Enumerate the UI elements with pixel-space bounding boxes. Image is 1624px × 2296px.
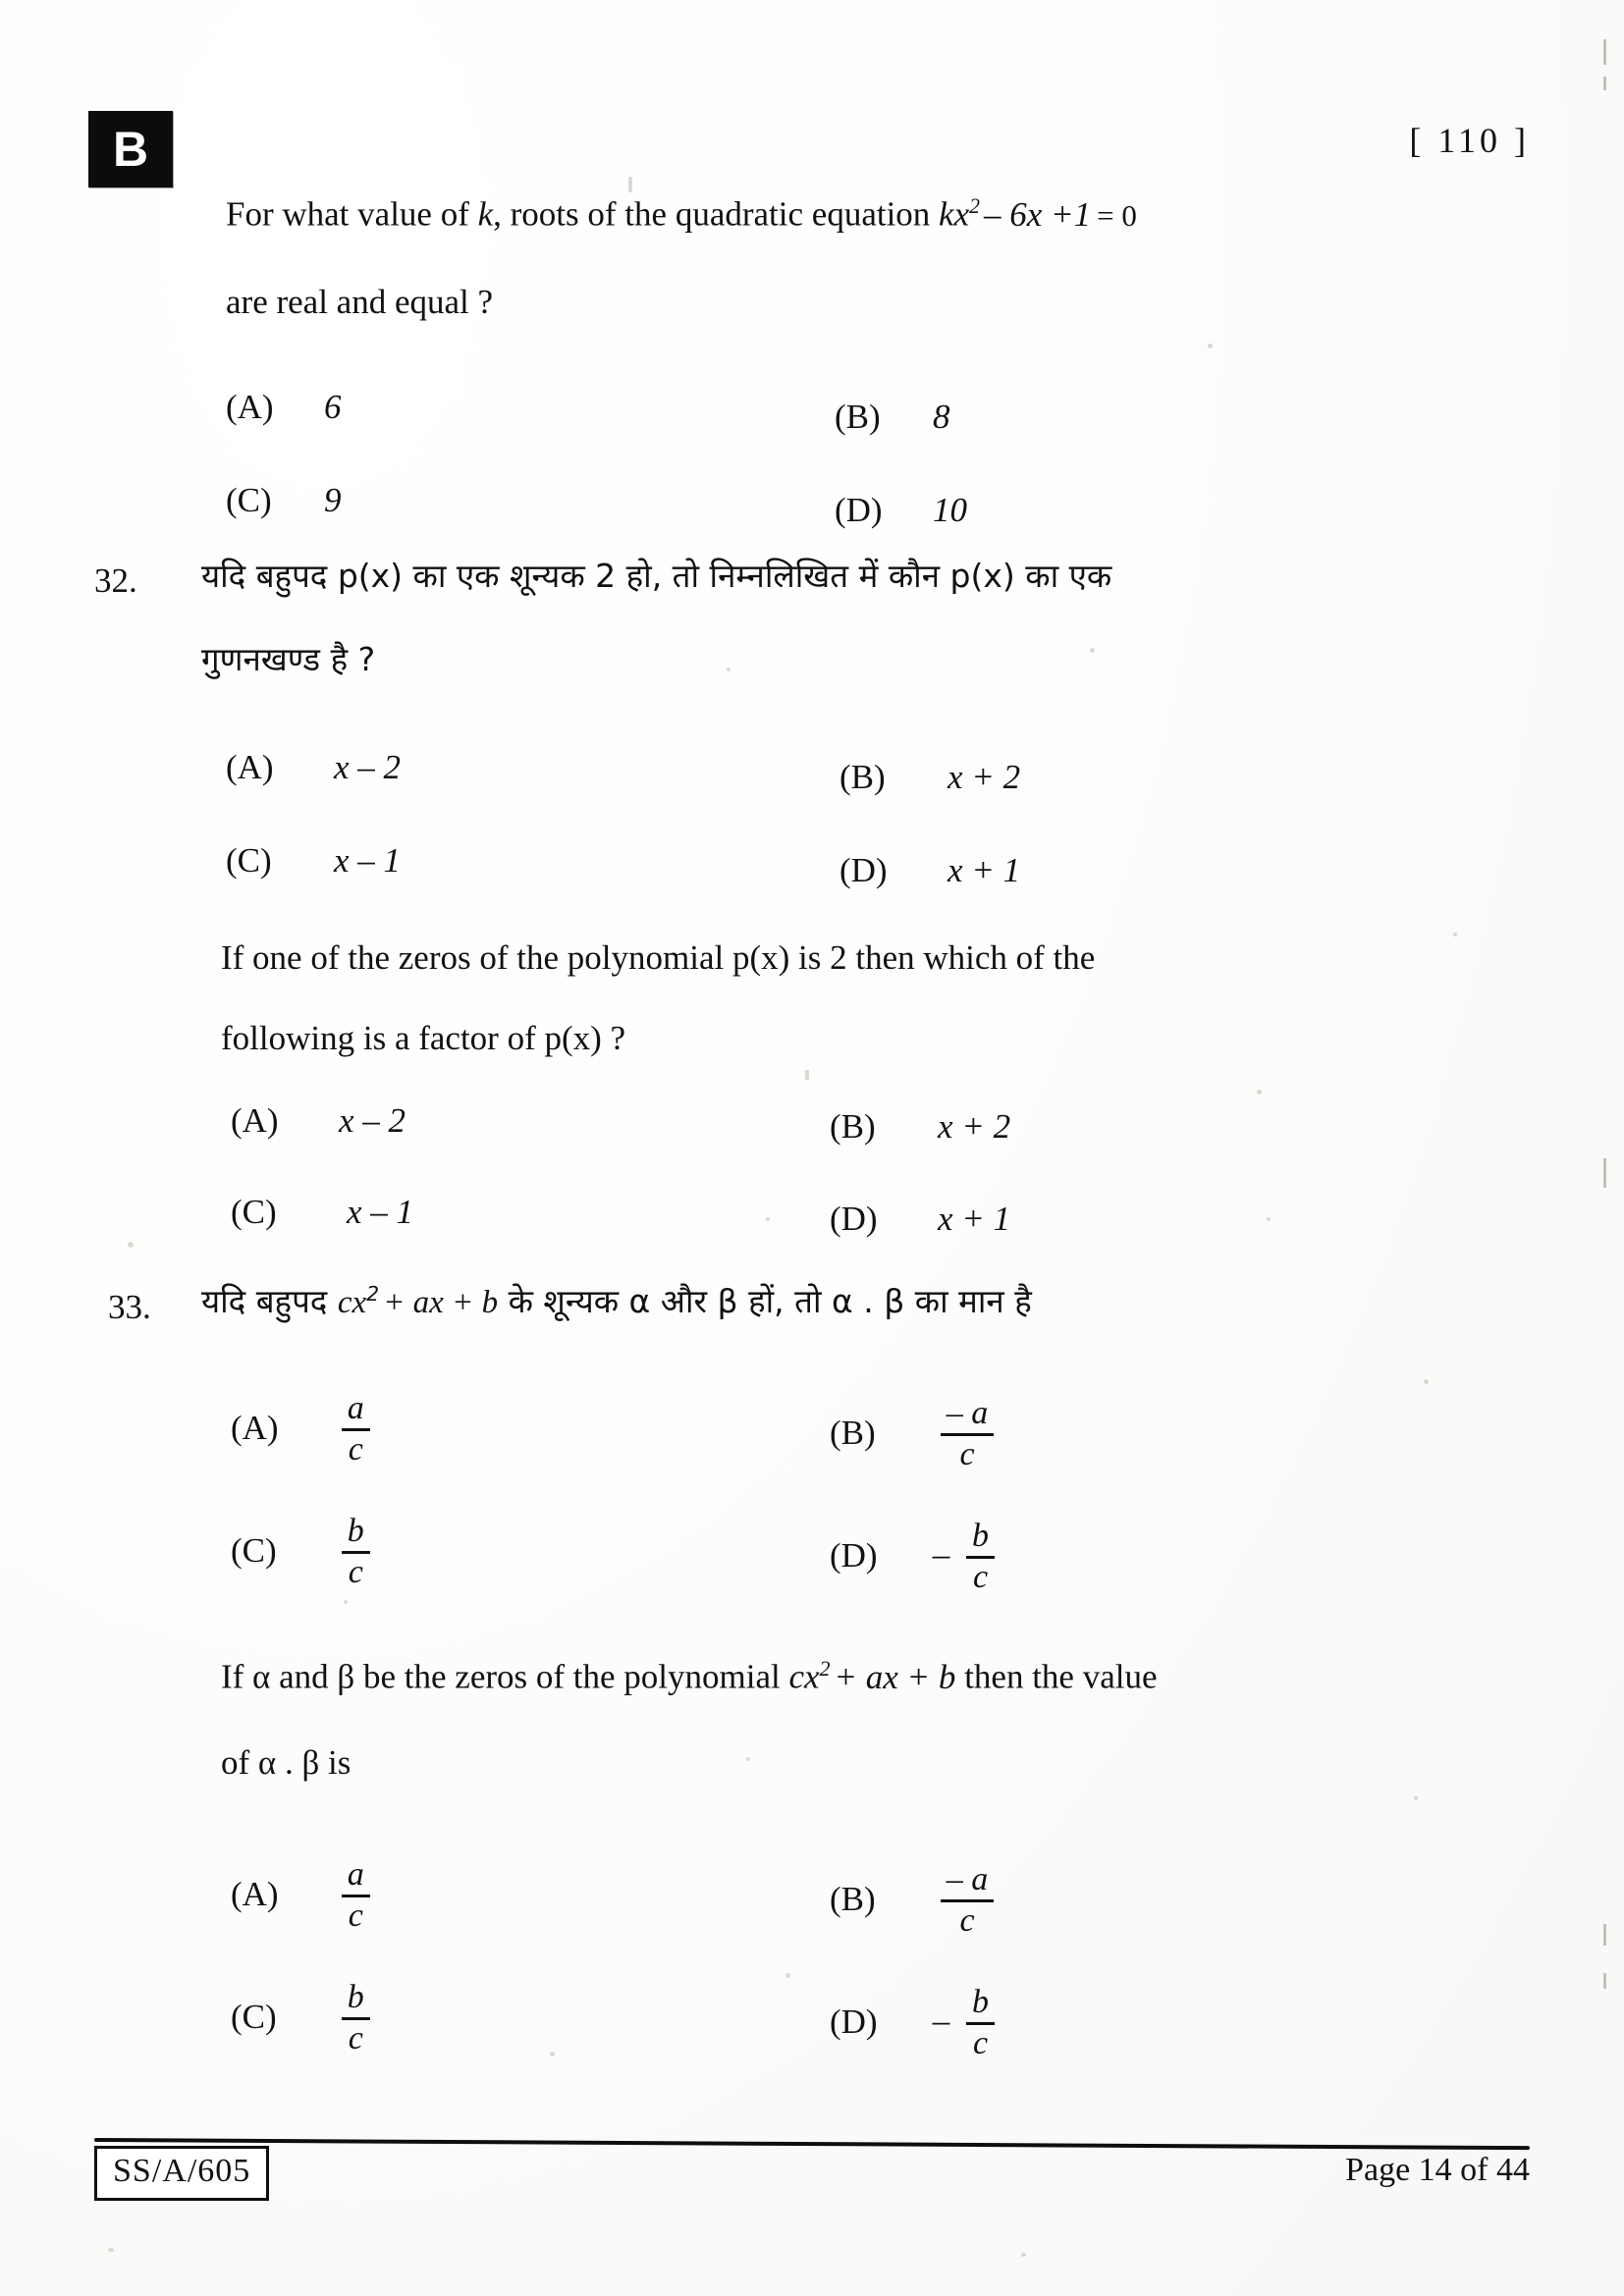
scan-speck xyxy=(785,1973,790,1978)
q33-number: 33. xyxy=(108,1288,151,1326)
q33-english-line2: of α . β is xyxy=(221,1743,352,1782)
scan-speck xyxy=(1424,1379,1429,1384)
q32-hindi-option-d[interactable] xyxy=(839,851,1020,890)
scan-speck xyxy=(1453,933,1457,936)
scan-speck xyxy=(1208,344,1213,348)
q33-hindi-option-d-label: (D) xyxy=(830,1536,878,1575)
page-number-label: [ 110 ] xyxy=(1409,121,1530,160)
q33-english-option-a-numerator: a xyxy=(347,1856,364,1893)
q33-hindi-line1 xyxy=(201,1284,1032,1319)
footer-divider xyxy=(94,2138,1530,2150)
q31-expr-equals-zero: = 0 xyxy=(1097,197,1137,233)
q33-english-suffix: then the value xyxy=(955,1657,1158,1696)
q31-expr-tail: – 6x +1 xyxy=(983,194,1092,234)
q31-option-c[interactable] xyxy=(226,481,342,520)
q33-english-option-c-numerator: b xyxy=(347,1979,364,2015)
q33-english-option-b[interactable] xyxy=(830,1861,994,1940)
q33-english-option-d[interactable] xyxy=(830,1984,995,2062)
q33-english-option-a-denominator: c xyxy=(348,1896,363,1934)
q31-option-a-value: 6 xyxy=(324,388,342,426)
q31-option-d[interactable] xyxy=(835,491,967,530)
q33-hindi-prefix: यदि बहुपद xyxy=(201,1282,338,1320)
scan-speck xyxy=(1090,648,1095,653)
q33-hindi-suffix: के शून्यक α और β हों, तो α . β का मान है xyxy=(498,1282,1032,1320)
q33-english-option-d-fraction xyxy=(966,1986,995,2060)
scan-speck xyxy=(766,1217,770,1221)
scan-speck xyxy=(1021,2253,1026,2257)
footer-page-indicator: Page 14 of 44 xyxy=(1345,2152,1530,2188)
q33-english-expr-base: cx xyxy=(788,1657,820,1696)
q32-english-option-d[interactable] xyxy=(830,1200,1010,1239)
q33-hindi-option-a-numerator: a xyxy=(347,1390,364,1426)
q32-english-line1: If one of the zeros of the polynomial p(x) is 2 then which of the xyxy=(221,938,1096,977)
q31-stem-prefix: For what value of xyxy=(226,194,478,234)
q31-stem-line2: are real and equal ? xyxy=(226,283,494,321)
scan-speck xyxy=(550,2052,555,2056)
scan-artifact-margin xyxy=(1603,1973,1606,1989)
q33-english-option-d-label: (D) xyxy=(830,2002,878,2042)
q33-hindi-option-b-fraction xyxy=(941,1397,995,1471)
scan-speck xyxy=(628,177,632,192)
q32-hindi-option-b-label: (B) xyxy=(839,758,886,796)
q33-english-option-c-fraction xyxy=(342,1981,370,2056)
q33-english-option-d-denominator: c xyxy=(972,2024,989,2061)
q33-hindi-expr-tail: + ax + b xyxy=(383,1285,499,1320)
q33-english-expr-exponent: 2 xyxy=(819,1657,831,1681)
q32-english-option-d-value: x + 1 xyxy=(938,1200,1011,1238)
q33-english-option-d-numerator: b xyxy=(972,1984,989,2020)
q33-hindi-expr-exponent: 2 xyxy=(366,1282,380,1306)
q32-english-option-c[interactable] xyxy=(231,1193,413,1232)
scan-speck xyxy=(1414,1796,1418,1800)
q31-option-b[interactable] xyxy=(835,398,950,437)
q32-hindi-option-d-label: (D) xyxy=(839,851,888,889)
q32-english-option-a[interactable] xyxy=(231,1101,406,1141)
q31-option-a-label: (A) xyxy=(226,388,274,426)
q33-hindi-option-d[interactable] xyxy=(830,1518,995,1596)
q32-english-option-c-value: x – 1 xyxy=(347,1193,414,1231)
q31-option-a[interactable] xyxy=(226,388,342,427)
q33-hindi-option-a[interactable] xyxy=(231,1390,370,1468)
q31-option-d-value: 10 xyxy=(933,491,967,529)
scan-speck xyxy=(727,667,731,671)
scan-artifact-margin xyxy=(1603,39,1606,65)
q31-stem-middle: , roots of the quadratic equation xyxy=(493,194,940,234)
scan-speck xyxy=(128,1242,134,1248)
scan-speck xyxy=(108,2248,114,2252)
q31-expr-exponent: 2 xyxy=(969,194,980,218)
q31-var-k: k xyxy=(477,194,494,234)
booklet-code-badge: B xyxy=(88,111,173,187)
q32-hindi-option-c[interactable] xyxy=(226,841,401,881)
q33-hindi-option-a-label: (A) xyxy=(231,1409,279,1448)
q33-hindi-option-b-label: (B) xyxy=(830,1414,876,1453)
q31-stem-line1 xyxy=(226,196,1137,232)
q33-english-expr-tail: + ax + b xyxy=(834,1657,956,1696)
q33-hindi-option-c-fraction xyxy=(342,1515,370,1589)
q32-number: 32. xyxy=(94,561,137,600)
q33-hindi-option-a-denominator: c xyxy=(348,1430,363,1468)
q33-english-option-c[interactable] xyxy=(231,1979,370,2057)
q32-hindi-option-d-value: x + 1 xyxy=(947,851,1021,889)
scan-artifact-margin xyxy=(1603,1158,1606,1188)
q33-hindi-option-c[interactable] xyxy=(231,1513,370,1591)
q32-hindi-line2: गुणनखण्ड है ? xyxy=(201,640,376,678)
scan-speck xyxy=(805,1070,809,1080)
q32-english-option-c-label: (C) xyxy=(231,1193,277,1231)
q32-english-option-b-label: (B) xyxy=(830,1107,876,1146)
q33-hindi-option-c-numerator: b xyxy=(347,1513,364,1549)
paper-code-box: SS/A/605 xyxy=(94,2146,269,2201)
q33-hindi-option-c-label: (C) xyxy=(231,1531,277,1571)
q32-hindi-option-c-value: x – 1 xyxy=(334,841,402,880)
q32-hindi-option-b-value: x + 2 xyxy=(947,758,1021,796)
scan-artifact-margin xyxy=(1603,77,1606,90)
q33-hindi-option-d-numerator: b xyxy=(972,1518,989,1554)
q32-english-option-a-label: (A) xyxy=(231,1101,279,1140)
q33-hindi-expr-base: cx xyxy=(337,1285,367,1320)
q33-english-option-c-denominator: c xyxy=(348,2019,363,2056)
q31-option-b-value: 8 xyxy=(933,398,950,436)
q32-hindi-option-a[interactable] xyxy=(226,748,401,787)
q33-hindi-option-b-denominator: c xyxy=(959,1435,975,1472)
q33-hindi-option-d-fraction xyxy=(966,1520,995,1594)
q31-expr-base: kx xyxy=(939,194,970,234)
q32-english-option-b[interactable] xyxy=(830,1107,1010,1147)
scan-speck xyxy=(746,1757,750,1761)
q32-english-line2: following is a factor of p(x) ? xyxy=(221,1019,626,1057)
q33-hindi-option-d-sign: – xyxy=(932,1535,950,1575)
q33-english-option-c-label: (C) xyxy=(231,1998,277,2037)
q33-english-option-b-label: (B) xyxy=(830,1880,876,1919)
q33-english-option-a-label: (A) xyxy=(231,1875,279,1914)
q33-english-option-b-numerator: – a xyxy=(946,1861,989,1897)
q33-hindi-option-d-denominator: c xyxy=(972,1558,989,1595)
scan-speck xyxy=(344,1600,348,1604)
q33-english-option-a-fraction xyxy=(342,1858,370,1933)
q32-hindi-option-a-label: (A) xyxy=(226,748,274,786)
scan-artifact-margin xyxy=(1603,1924,1606,1946)
q31-option-c-label: (C) xyxy=(226,481,272,519)
q31-option-c-value: 9 xyxy=(324,481,342,519)
q33-english-option-b-denominator: c xyxy=(959,1901,975,1939)
q32-hindi-option-c-label: (C) xyxy=(226,841,272,880)
q33-hindi-option-a-fraction xyxy=(342,1392,370,1467)
q33-english-line1 xyxy=(221,1659,1158,1694)
q32-english-option-d-label: (D) xyxy=(830,1200,878,1238)
q32-hindi-option-a-value: x – 2 xyxy=(334,748,402,786)
q33-english-option-d-sign: – xyxy=(932,2002,950,2041)
q33-hindi-option-b-numerator: – a xyxy=(946,1395,989,1431)
q32-hindi-option-b[interactable] xyxy=(839,758,1020,797)
q33-english-option-a[interactable] xyxy=(231,1856,370,1935)
q31-option-d-label: (D) xyxy=(835,491,883,529)
scan-speck xyxy=(1257,1090,1262,1095)
q33-hindi-option-b[interactable] xyxy=(830,1395,994,1473)
scan-speck xyxy=(1267,1217,1271,1221)
q32-hindi-line1: यदि बहुपद p(x) का एक शून्यक 2 हो, तो निम्नलिखित में कौन p(x) का एक xyxy=(201,557,1112,595)
q32-english-option-b-value: x + 2 xyxy=(938,1107,1011,1146)
q33-english-prefix: If α and β be the zeros of the polynomial xyxy=(221,1657,789,1696)
q32-english-option-a-value: x – 2 xyxy=(339,1101,406,1140)
q33-hindi-option-c-denominator: c xyxy=(348,1553,363,1590)
q33-english-option-b-fraction xyxy=(941,1863,995,1938)
q31-option-b-label: (B) xyxy=(835,398,881,436)
